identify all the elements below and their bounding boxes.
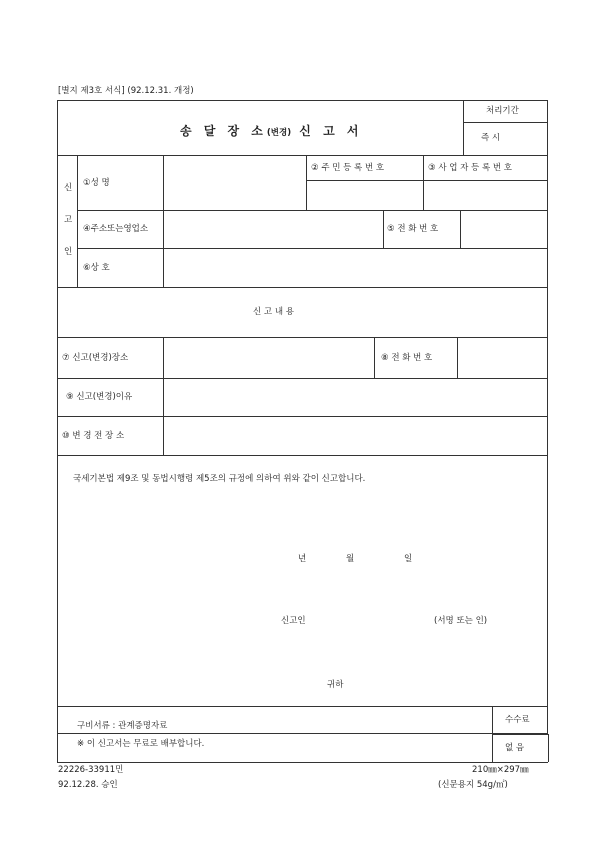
divider bbox=[463, 122, 548, 123]
reporter-section-char: 신 bbox=[64, 183, 73, 193]
title-main: 송 달 장 소 bbox=[180, 124, 267, 138]
attachments-note: 구비서류 : 관계증명자료 bbox=[77, 721, 168, 731]
address-label: ④주소또는영업소 bbox=[83, 224, 149, 234]
trade-name-label: ⑥상 호 bbox=[83, 263, 110, 273]
fee-value: 없 음 bbox=[505, 743, 525, 753]
name-label: ①성 명 bbox=[83, 178, 110, 188]
place-phone-field[interactable] bbox=[458, 338, 547, 377]
divider bbox=[374, 337, 375, 378]
date-day-label: 일 bbox=[404, 554, 413, 564]
divider bbox=[77, 155, 78, 287]
address-field[interactable] bbox=[164, 211, 382, 247]
form-header-note: [별지 제3호 서식] (92.12.31. 개정) bbox=[58, 86, 194, 96]
form-title bbox=[180, 122, 362, 139]
name-field[interactable] bbox=[164, 156, 305, 209]
date-year-label: 년 bbox=[298, 554, 307, 564]
phone-field[interactable] bbox=[461, 211, 547, 247]
prev-place-label: ⑩ 변 경 전 장 소 bbox=[62, 431, 125, 441]
reason-label: ⑨ 신고(변경)이유 bbox=[66, 392, 133, 402]
resident-no-label: ② 주 민 등 록 번 호 bbox=[311, 163, 385, 173]
divider bbox=[57, 287, 548, 288]
approval-date: 92.12.28. 승인 bbox=[58, 780, 118, 790]
place-label: ⑦ 신고(변경)장소 bbox=[62, 353, 129, 363]
date-month-label: 월 bbox=[346, 554, 355, 564]
divider bbox=[463, 100, 464, 155]
prev-place-field[interactable] bbox=[164, 417, 547, 454]
resident-no-field[interactable] bbox=[307, 181, 422, 209]
processing-period-value: 즉 시 bbox=[481, 133, 501, 143]
reporter-section-char: 고 bbox=[64, 215, 73, 225]
divider bbox=[492, 734, 548, 735]
place-phone-label: ⑧ 전 화 번 호 bbox=[381, 353, 433, 363]
business-no-label: ③ 사 업 자 등 록 번 호 bbox=[428, 163, 513, 173]
place-field[interactable] bbox=[164, 338, 373, 377]
recipient-label: 귀하 bbox=[327, 680, 344, 690]
divider bbox=[57, 762, 548, 763]
signature-label: (서명 또는 인) bbox=[434, 616, 488, 626]
title-sub: (변경) bbox=[266, 128, 292, 138]
free-distribution-note: ※ 이 신고서는 무료로 배부합니다. bbox=[77, 739, 205, 749]
reporter-sign-label: 신고인 bbox=[281, 616, 306, 626]
divider bbox=[383, 210, 384, 248]
divider bbox=[57, 734, 58, 762]
reporter-section-char: 인 bbox=[64, 247, 73, 257]
divider bbox=[57, 706, 548, 707]
content-section-title: 신 고 내 용 bbox=[253, 307, 294, 317]
paper-size: 210㎜×297㎜ bbox=[472, 765, 529, 775]
divider bbox=[492, 734, 493, 762]
paper-type: (신문용지 54g/㎡) bbox=[438, 780, 508, 790]
fee-label: 수수료 bbox=[505, 715, 530, 725]
phone-label: ⑤ 전 화 번 호 bbox=[387, 224, 439, 234]
reason-field[interactable] bbox=[164, 379, 547, 415]
form-code: 22226-33911민 bbox=[58, 765, 124, 775]
declaration-statement: 국세기본법 제9조 및 동법시행령 제5조의 규정에 의하여 위와 같이 신고합니다. bbox=[73, 474, 366, 484]
trade-name-field[interactable] bbox=[164, 249, 547, 286]
title-tail: 신 고 서 bbox=[299, 124, 363, 138]
business-no-field[interactable] bbox=[424, 181, 547, 209]
divider bbox=[492, 706, 493, 734]
divider bbox=[57, 455, 548, 456]
divider bbox=[548, 734, 549, 762]
processing-period-label: 처리기간 bbox=[486, 106, 519, 116]
